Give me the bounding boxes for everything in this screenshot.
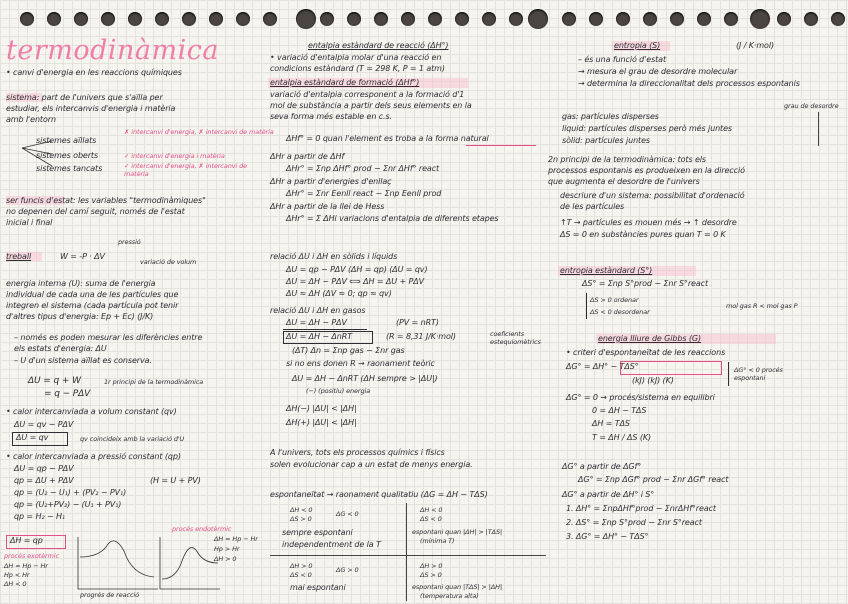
treball-p-note: pressió bbox=[118, 238, 141, 246]
binder-hole bbox=[263, 12, 277, 26]
qp-line-3: qp = (U₂ − U₁) + (PV₂ − PV₁) bbox=[14, 488, 127, 497]
spont-head: espontaneïtat → raonament qualitatiu (ΔG = ΔH − TΔS) bbox=[270, 490, 488, 499]
gas-case-1: ΔH(−) |ΔU| < |ΔH| bbox=[286, 404, 357, 413]
diagram1-line-2: Hp < Hr bbox=[4, 571, 30, 579]
case2-b: ΔS < 0 bbox=[290, 571, 312, 579]
mid-h1-line-2: condicions estàndard (T = 298 K, P = 1 atm) bbox=[270, 64, 445, 73]
binder-hole bbox=[697, 12, 711, 26]
entropia-units: (J / K·mol) bbox=[736, 41, 774, 50]
binder-hole bbox=[750, 9, 770, 29]
energia-line-4: d'altres tipus d'energia: Ep + Ec) (J/K) bbox=[6, 312, 154, 321]
system-aillats: sistemes aïllats bbox=[36, 136, 97, 145]
binder-hole bbox=[589, 12, 603, 26]
gas-box-1: ΔU = ΔH − PΔV bbox=[286, 318, 347, 327]
second3-line-2: ΔS = 0 en substàncies pures quan T = 0 K bbox=[560, 230, 726, 239]
case1-c: ΔG < 0 bbox=[336, 510, 359, 518]
binder-hole bbox=[831, 12, 845, 26]
case1-b: ΔS > 0 bbox=[290, 515, 312, 523]
gas-coef: coeficients estequiomètrics bbox=[490, 330, 541, 346]
qp-box: ΔH = qp bbox=[10, 536, 43, 545]
case3-note-1: espontani quan |ΔH| > |TΔS| bbox=[412, 528, 503, 536]
mid-h2-eq: ΔHf° = 0 quan l'element es troba a la forma natural bbox=[286, 134, 489, 143]
entropia-head: entropia (S) bbox=[614, 41, 661, 50]
second2-line-1: descriure d'un sistema: possibilitat d'ordenació bbox=[560, 191, 745, 200]
qv-note: qv coincideix amb la variació d'U bbox=[80, 435, 185, 443]
diagram1-line-1: ΔH = Hp − Hr bbox=[4, 562, 48, 570]
hess-head: ΔHr a partir de la llei de Hess bbox=[270, 202, 385, 211]
desordre-note: grau de desordre bbox=[784, 102, 839, 110]
energia-line-2: individual de cada una de les partícules que bbox=[6, 290, 179, 299]
binder-hole bbox=[643, 12, 657, 26]
first-principle-eq-2: = q − PΔV bbox=[44, 389, 91, 399]
diagram2-line-2: Hp > Hr bbox=[214, 545, 240, 553]
binder-hole bbox=[562, 12, 576, 26]
gas-ineq-2: (−) (positiu) energia bbox=[306, 387, 371, 395]
eq-line-2: 0 = ΔH − TΔS bbox=[592, 406, 647, 415]
rel-line-3: ΔU ≈ ΔH (ΔV ≈ 0; qp ≈ qv) bbox=[286, 289, 392, 298]
enl-eq: ΔHr° = Σnr Eenll react − Σnp Eenll prod bbox=[286, 189, 442, 198]
qv-eq: ΔU = qv − PΔV bbox=[14, 420, 74, 429]
binder-hole bbox=[236, 12, 250, 26]
gfrom-eq: ΔG° = Σnp ΔGf° prod − Σnr ΔGf° react bbox=[578, 475, 729, 484]
treball-eq: W = -P · ΔV bbox=[60, 252, 105, 261]
diagram2-title: procés endotèrmic bbox=[172, 525, 232, 533]
mid-h2-line-1: variació d'entalpia corresponent a la formació d'1 bbox=[270, 90, 465, 99]
gas-r: (R = 8,31 J/K·mol) bbox=[386, 332, 456, 341]
state-gas: gas: partícules disperses bbox=[562, 112, 659, 121]
qp-line-1: ΔU = qp − PΔV bbox=[14, 464, 74, 473]
case2-note: mai espontani bbox=[290, 583, 346, 592]
endothermic-diagram bbox=[152, 535, 222, 595]
bullet-3: – U d'un sistema aïllat es conserva. bbox=[14, 356, 152, 365]
qv-head: • calor intercanviada a volum constant (qv) bbox=[6, 407, 177, 416]
binder-hole bbox=[428, 12, 442, 26]
step-2: 2. ΔS° = Σnp S°prod − Σnr S°react bbox=[566, 518, 702, 527]
std-eq: ΔS° = Σnp S°prod − Σnr S°react bbox=[582, 279, 708, 288]
eq-line-4: T = ΔH / ΔS (K) bbox=[592, 433, 652, 442]
case4-note-1: espontani quan |TΔS| > |ΔH| bbox=[412, 583, 503, 591]
binder-hole bbox=[347, 12, 361, 26]
case4-b: ΔS > 0 bbox=[420, 571, 442, 579]
gibbs-units: (kJ) (kJ) (K) bbox=[632, 376, 674, 385]
energia-line-1: energia interna (U): suma de l'energia bbox=[6, 279, 156, 288]
qp-line-5: qp = H₂ − H₁ bbox=[14, 512, 65, 521]
binder-hole bbox=[182, 12, 196, 26]
std-note: mol gas R < mol gas P bbox=[726, 302, 798, 310]
exothermic-diagram bbox=[70, 535, 160, 595]
gas-note: si no ens donen R → raonament teòric bbox=[286, 359, 435, 368]
treball-v-note: variació de volum bbox=[140, 258, 197, 266]
binder-hole bbox=[374, 12, 388, 26]
bullet-2: els estats d'energia: ΔU bbox=[14, 344, 107, 353]
qp-line-2: qp = ΔU + PΔV bbox=[14, 476, 74, 485]
std-case-2: ΔS < 0 desordenar bbox=[590, 308, 650, 316]
hess-eq: ΔHr° = Σ ΔHi variacions d'entalpia de diferents etapes bbox=[286, 214, 499, 223]
case1-note-2: independentment de la T bbox=[282, 540, 381, 549]
gas-dn: (ΔT) Δn = Σnp gas − Σnr gas bbox=[292, 346, 405, 355]
gas-pv: (PV = nRT) bbox=[396, 318, 439, 327]
std-head: entropia estàndard (S°) bbox=[560, 266, 653, 275]
second3-line-1: ↑T → partícules es mouen més → ↑ desordre bbox=[560, 218, 737, 227]
binder-hole bbox=[20, 12, 34, 26]
first-principle-note: 1r principi de la termodinàmica bbox=[104, 378, 204, 386]
gas-case-2: ΔH(+) |ΔU| < |ΔH| bbox=[286, 418, 357, 427]
binder-hole bbox=[777, 12, 791, 26]
mid-h2-line-2: mol de substància a partir dels seus elements en la bbox=[270, 101, 472, 110]
rel-head: relació ΔU i ΔH en sòlids i líquids bbox=[270, 252, 398, 261]
diagram1-x: progrés de reacció bbox=[80, 591, 140, 599]
qp-h-def: (H = U + PV) bbox=[150, 476, 201, 485]
system-tancats: sistemes tancats bbox=[36, 164, 103, 173]
sistema-line-1: sistema: part de l'univers que s'aïlla per bbox=[6, 93, 163, 102]
page-title: termodinàmica bbox=[6, 35, 219, 66]
intro-text: • canvi d'energia en les reaccions químiques bbox=[6, 68, 182, 77]
second-line-1: 2n principi de la termodinàmica: tots els bbox=[548, 155, 706, 164]
case1-note-1: sempre espontani bbox=[282, 528, 353, 537]
univ-line-1: A l'univers, tots els processos químics i físics bbox=[270, 448, 445, 457]
system-oberts-note: ✓ intercanvi d'energia i matèria bbox=[124, 152, 225, 160]
binder-hole bbox=[401, 12, 415, 26]
binder-hole bbox=[320, 12, 334, 26]
rel-line-1: ΔU = qp − PΔV (ΔH = qp) (ΔU = qv) bbox=[286, 265, 428, 274]
binder-hole bbox=[47, 12, 61, 26]
gfrom2-head: ΔG° a partir de ΔH° i S° bbox=[562, 490, 655, 499]
ent-list-2: → mesura el grau de desordre molecular bbox=[578, 67, 738, 76]
case2-c: ΔG > 0 bbox=[336, 566, 359, 574]
state-solid: sòlid: partícules juntes bbox=[562, 136, 650, 145]
mid-head-2: entalpia estàndard de formació (ΔHf°) bbox=[270, 78, 420, 87]
binder-hole bbox=[724, 12, 738, 26]
case2-a: ΔH > 0 bbox=[290, 562, 313, 570]
calc-eq: ΔHr° = Σnp ΔHf° prod − Σnr ΔHf° react bbox=[286, 164, 440, 173]
sistema-line-3: amb l'entorn bbox=[6, 115, 56, 124]
case3-note-2: (mínima T) bbox=[420, 537, 455, 545]
step-3: 3. ΔG° = ΔH° − TΔS° bbox=[566, 532, 649, 541]
case1-a: ΔH < 0 bbox=[290, 506, 313, 514]
system-aillats-note: ✗ intercanvi d'energia, ✗ intercanvi de matèria bbox=[124, 128, 274, 136]
std-case-1: ΔS > 0 ordenar bbox=[590, 296, 639, 304]
qp-line-4: qp = (U₂+PV₂) − (U₁ + PV₁) bbox=[14, 500, 122, 509]
funcions-line-1: ser funcis d'estat: les variables "termodinàmiques" bbox=[6, 196, 206, 205]
case3-a: ΔH < 0 bbox=[420, 506, 443, 514]
gibbs-text: • criteri d'espontaneïtat de les reaccions bbox=[566, 348, 726, 357]
diagram2-line-1: ΔH = Hp − Hr bbox=[214, 535, 258, 543]
ent-list-1: – és una funció d'estat bbox=[578, 55, 667, 64]
gfrom-head: ΔG° a partir de ΔGf° bbox=[562, 462, 642, 471]
case4-a: ΔH > 0 bbox=[420, 562, 443, 570]
funcions-line-2: no depenen del camí seguit, només de l'estat bbox=[6, 207, 185, 216]
binder-hole bbox=[101, 12, 115, 26]
gas-ineq: ΔU = ΔH − ΔnRT (ΔH sempre > |ΔU|) bbox=[292, 374, 438, 383]
diagram2-line-3: ΔH > 0 bbox=[214, 555, 237, 563]
system-tancats-note: ✓ intercanvi d'energia, ✗ intercanvi de matèria bbox=[124, 162, 248, 178]
binder-hole bbox=[296, 9, 316, 29]
second-line-3: que augmenta el desordre de l'univers bbox=[548, 177, 700, 186]
binder-hole bbox=[528, 9, 548, 29]
gibbs-cond: ΔG° < 0 procés espontani bbox=[734, 366, 783, 382]
eq-line-3: ΔH = TΔS bbox=[592, 419, 630, 428]
step-1: 1. ΔH° = ΣnpΔHf°prod − ΣnrΔHf°react bbox=[566, 504, 716, 513]
treball-head: treball bbox=[6, 252, 32, 261]
rel-line-2: ΔU = ΔH − PΔV ⟺ ΔH = ΔU + PΔV bbox=[286, 277, 424, 286]
binder-hole bbox=[128, 12, 142, 26]
gas-head: relació ΔU i ΔH en gasos bbox=[270, 306, 366, 315]
sistema-line-2: estudiar, els intercanvis d'energia i matèria bbox=[6, 104, 176, 113]
binder-hole bbox=[616, 12, 630, 26]
binder-hole bbox=[74, 12, 88, 26]
mid-h2-line-3: seva forma més estable en c.s. bbox=[270, 112, 393, 121]
calc-head: ΔHr a partir de ΔHf bbox=[270, 152, 345, 161]
binder-hole bbox=[509, 12, 523, 26]
case3-b: ΔS < 0 bbox=[420, 515, 442, 523]
binder-holes bbox=[0, 8, 848, 32]
univ-line-2: solen evolucionar cap a un estat de menys energia. bbox=[270, 460, 473, 469]
binder-hole bbox=[482, 12, 496, 26]
qp-head: • calor intercanviada a pressió constant (qp) bbox=[6, 452, 181, 461]
ent-list-3: → determina la direccionalitat dels processos espontanis bbox=[578, 79, 800, 88]
qv-box: ΔU = qv bbox=[16, 433, 49, 442]
binder-hole bbox=[670, 12, 684, 26]
gas-box-2: ΔU = ΔH − ΔnRT bbox=[286, 332, 352, 341]
bullet-1: – només es poden mesurar les diferències entre bbox=[14, 333, 203, 342]
binder-hole bbox=[209, 12, 223, 26]
gibbs-head: energia lliure de Gibbs (G) bbox=[598, 334, 702, 343]
diagram1-line-3: ΔH < 0 bbox=[4, 580, 27, 588]
mid-h1-line-1: • variació d'entalpia molar d'una reacció en bbox=[270, 53, 442, 62]
binder-hole bbox=[804, 12, 818, 26]
mid-head-1: entalpia estàndard de reacció (ΔH°) bbox=[308, 41, 449, 50]
state-liquid: liquid: partícules disperses però més juntes bbox=[562, 124, 732, 133]
gibbs-eq: ΔG° = ΔH° − TΔS° bbox=[566, 362, 639, 371]
first-principle-eq: ΔU = q + W bbox=[28, 376, 81, 386]
binder-hole bbox=[455, 12, 469, 26]
diagram1-title: procés exotèrmic bbox=[4, 552, 59, 560]
funcions-line-3: inicial i final bbox=[6, 218, 53, 227]
eq-line-1: ΔG° = 0 → procés/sistema en equilibri bbox=[566, 393, 715, 402]
second2-line-2: de les partícules bbox=[560, 202, 625, 211]
energia-line-3: integren el sistema (cada partícula pot tenir bbox=[6, 301, 179, 310]
case4-note-2: (temperatura alta) bbox=[420, 592, 479, 600]
system-oberts: sistemes oberts bbox=[36, 151, 99, 160]
binder-hole bbox=[155, 12, 169, 26]
enl-head: ΔHr a partir d'energies d'enllaç bbox=[270, 177, 392, 186]
second-line-2: processos espontanis es produeixen en la direcció bbox=[548, 166, 745, 175]
